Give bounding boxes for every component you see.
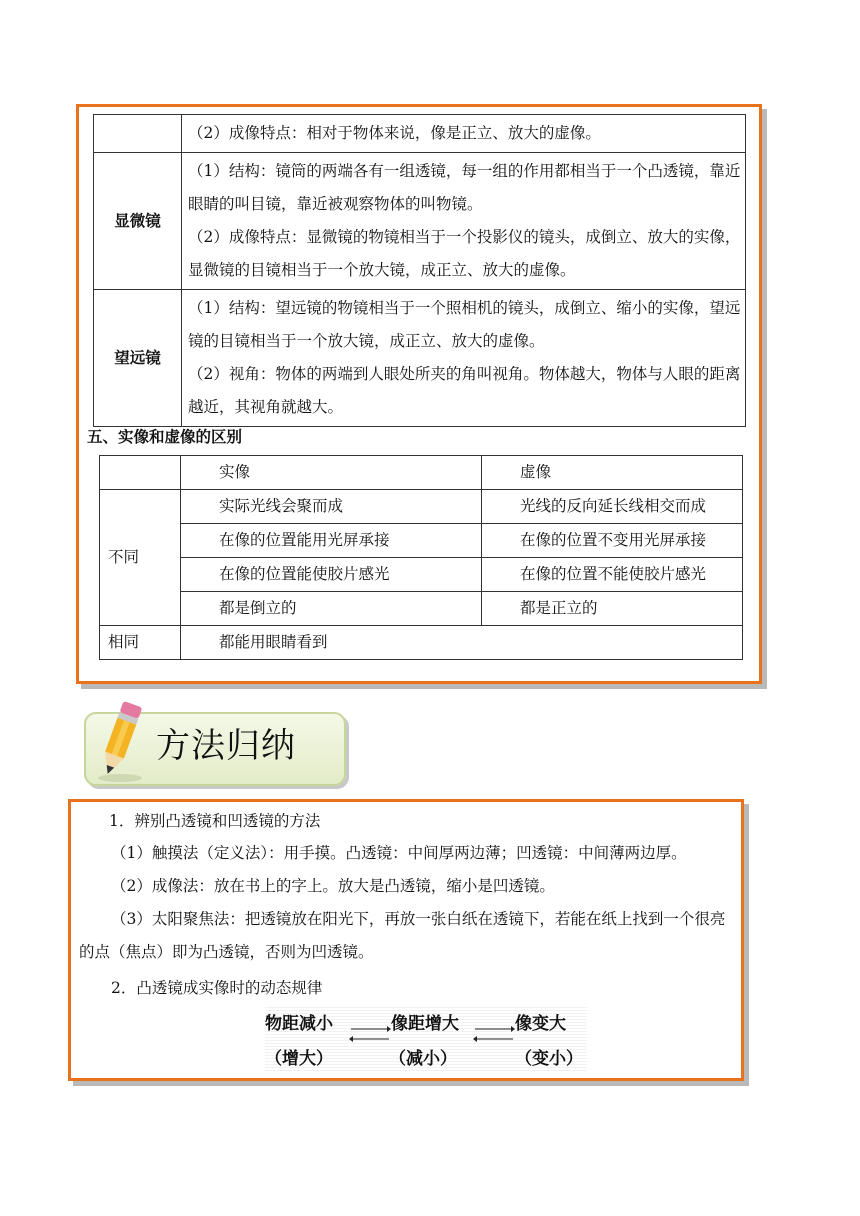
- table-row: [100, 592, 743, 626]
- banner-title: 方法归纳: [156, 726, 296, 766]
- table-cell: 在像的位置不变用光屏承接: [482, 524, 743, 558]
- method-summary-banner: [80, 700, 345, 786]
- table-cell: 在像的位置能使胶片感光: [181, 558, 482, 592]
- table-cell: 在像的位置能用光屏承接: [181, 524, 482, 558]
- method-line: （2）成像法：放在书上的字上。放大是凸透镜，缩小是凹透镜。: [111, 877, 555, 895]
- optics-instruments-table: [93, 114, 746, 427]
- instrument-name: 显微镜: [94, 153, 182, 290]
- instrument-desc: （2）成像特点：相对于物体来说，像是正立、放大的虚像。: [188, 124, 601, 142]
- table-row: [100, 626, 743, 660]
- table-row: [94, 153, 746, 290]
- instrument-desc: （2）成像特点：显微镜的物镜相当于一个投影仪的镜头，成倒立、放大的实像，显微镜的目镜相当于一个放大镜，成正立、放大的虚像。: [188, 228, 741, 279]
- instrument-desc: （1）结构：望远镜的物镜相当于一个照相机的镜头，成倒立、缩小的实像，望远镜的目镜相当于一个放大镜，成正立、放大的虚像。: [188, 299, 741, 350]
- row-label-diff: 不同: [100, 490, 181, 626]
- table-row: [100, 524, 743, 558]
- table-cell: 实际光线会聚而成: [181, 490, 482, 524]
- instrument-name: [94, 115, 182, 153]
- header-cell: 实像: [181, 456, 482, 490]
- method-line: （3）太阳聚焦法：把透镜放在阳光下，再放一张白纸在透镜下，若能在纸上找到一个很亮的点（焦点）即为凸透镜，否则为凹透镜。: [79, 910, 726, 961]
- table-row: [100, 490, 743, 524]
- header-cell: [100, 456, 181, 490]
- section-title: 五、实像和虚像的区别: [87, 428, 243, 446]
- flow-term: （变小）: [515, 1049, 583, 1069]
- table-row: [100, 456, 743, 490]
- flow-term: （增大）: [265, 1049, 333, 1069]
- flow-term: 像变大: [515, 1014, 566, 1034]
- instrument-desc: （1）结构：镜筒的两端各有一组透镜，每一组的作用都相当于一个凸透镜，靠近眼睛的叫目镜，靠近被观察物体的叫物镜。: [188, 162, 741, 213]
- row-label-same: 相同: [100, 626, 181, 660]
- method-line: （1）触摸法（定义法）：用手摸。凸透镜：中间厚两边薄；凹透镜：中间薄两边厚。: [111, 844, 687, 862]
- table-row: [100, 558, 743, 592]
- table-cell: 都是正立的: [482, 592, 743, 626]
- method-item-1: 1．辨别凸透镜和凹透镜的方法: [109, 812, 321, 830]
- flow-term: （减小）: [389, 1049, 457, 1069]
- table-cell: 都能用眼睛看到: [181, 626, 743, 660]
- header-cell: 虚像: [482, 456, 743, 490]
- instrument-name: 望远镜: [94, 290, 182, 427]
- flow-term: 物距减小: [265, 1014, 333, 1034]
- table-cell: 都是倒立的: [181, 592, 482, 626]
- table-row: [94, 290, 746, 427]
- table-cell: 光线的反向延长线相交而成: [482, 490, 743, 524]
- real-virtual-image-table: [99, 455, 743, 660]
- double-arrow-icon: [349, 1023, 391, 1045]
- table-cell: 在像的位置不能使胶片感光: [482, 558, 743, 592]
- double-arrow-icon: [473, 1023, 515, 1045]
- instrument-desc: （2）视角：物体的两端到人眼处所夹的角叫视角。物体越大，物体与人眼的距离越近，其视角就越大。: [188, 365, 741, 416]
- dynamic-rule-diagram: [265, 1005, 587, 1073]
- table-row: [94, 115, 746, 153]
- method-item-2: 2．凸透镜成实像时的动态规律: [111, 979, 323, 997]
- content-frame-method: [68, 799, 744, 1081]
- content-frame-optics: [76, 104, 762, 684]
- flow-term: 像距增大: [391, 1014, 459, 1034]
- pencil-icon: [80, 700, 160, 786]
